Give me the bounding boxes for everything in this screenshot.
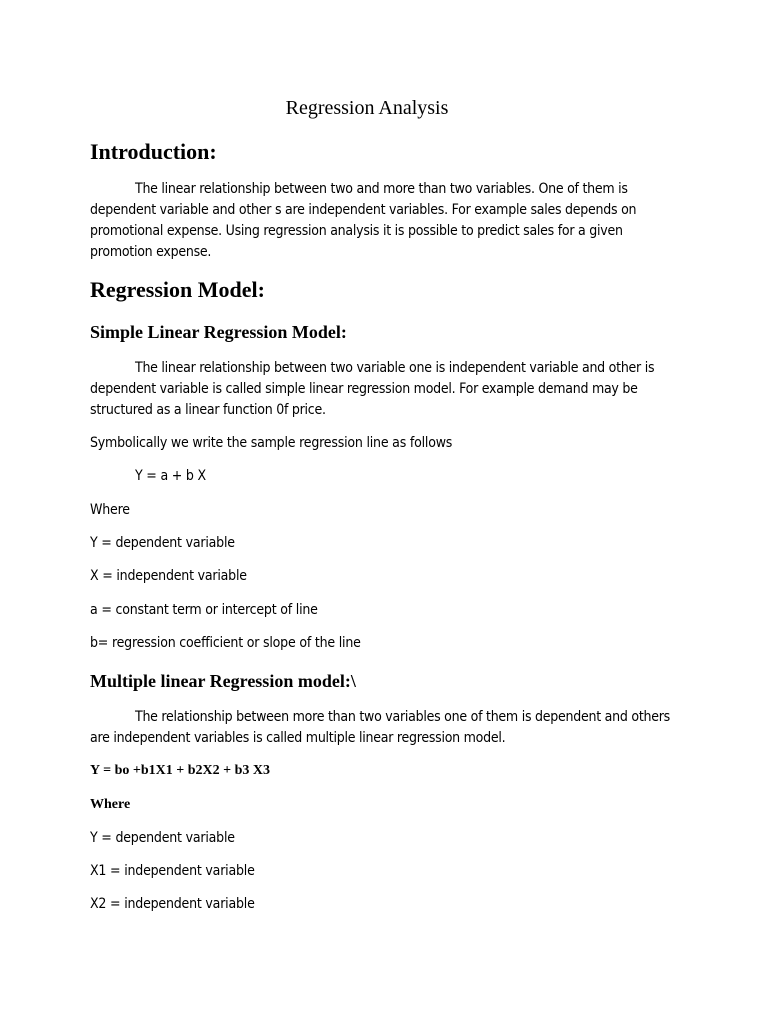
introduction-paragraph: The linear relationship between two and more than two variables. One of them is dependent variable and other s are independent variables. For example sales depends on promotional expense. Using regression analysis it is possible to predict sales for a given promotion expense.	[90, 181, 637, 260]
regression-model-heading: Regression Model:	[90, 277, 265, 302]
simple-model-heading: Simple Linear Regression Model:	[90, 322, 347, 342]
simple-model-paragraph: The linear relationship between two variable one is independent variable and other is dependent variable is called simple linear regression model. For example demand may be structured as a linear function 0f price.	[90, 360, 655, 418]
multiple-model-paragraph: The relationship between more than two variables one of them is dependent and others are independent variables is called multiple linear regression model.	[90, 709, 670, 746]
multiple-definition: Y = dependent variable	[90, 830, 235, 846]
introduction-heading: Introduction:	[90, 139, 217, 164]
simple-definition: Y = dependent variable	[90, 535, 235, 551]
multiple-where-label: Where	[90, 797, 131, 812]
multiple-definition: X2 = independent variable	[90, 896, 255, 912]
simple-equation: Y = a + b X	[135, 468, 206, 484]
symbolic-intro-text: Symbolically we write the sample regression line as follows	[90, 435, 453, 451]
simple-definition: X = independent variable	[90, 568, 247, 584]
simple-definition: b= regression coefficient or slope of the line	[90, 635, 361, 651]
multiple-definition: X1 = independent variable	[90, 863, 255, 879]
multiple-model-heading: Multiple linear Regression model:\	[90, 671, 356, 691]
document-title: Regression Analysis	[285, 97, 449, 119]
simple-definition: a = constant term or intercept of line	[90, 602, 318, 618]
multiple-equation: Y = bo +b1X1 + b2X2 + b3 X3	[90, 763, 270, 778]
simple-where-label: Where	[90, 502, 130, 518]
